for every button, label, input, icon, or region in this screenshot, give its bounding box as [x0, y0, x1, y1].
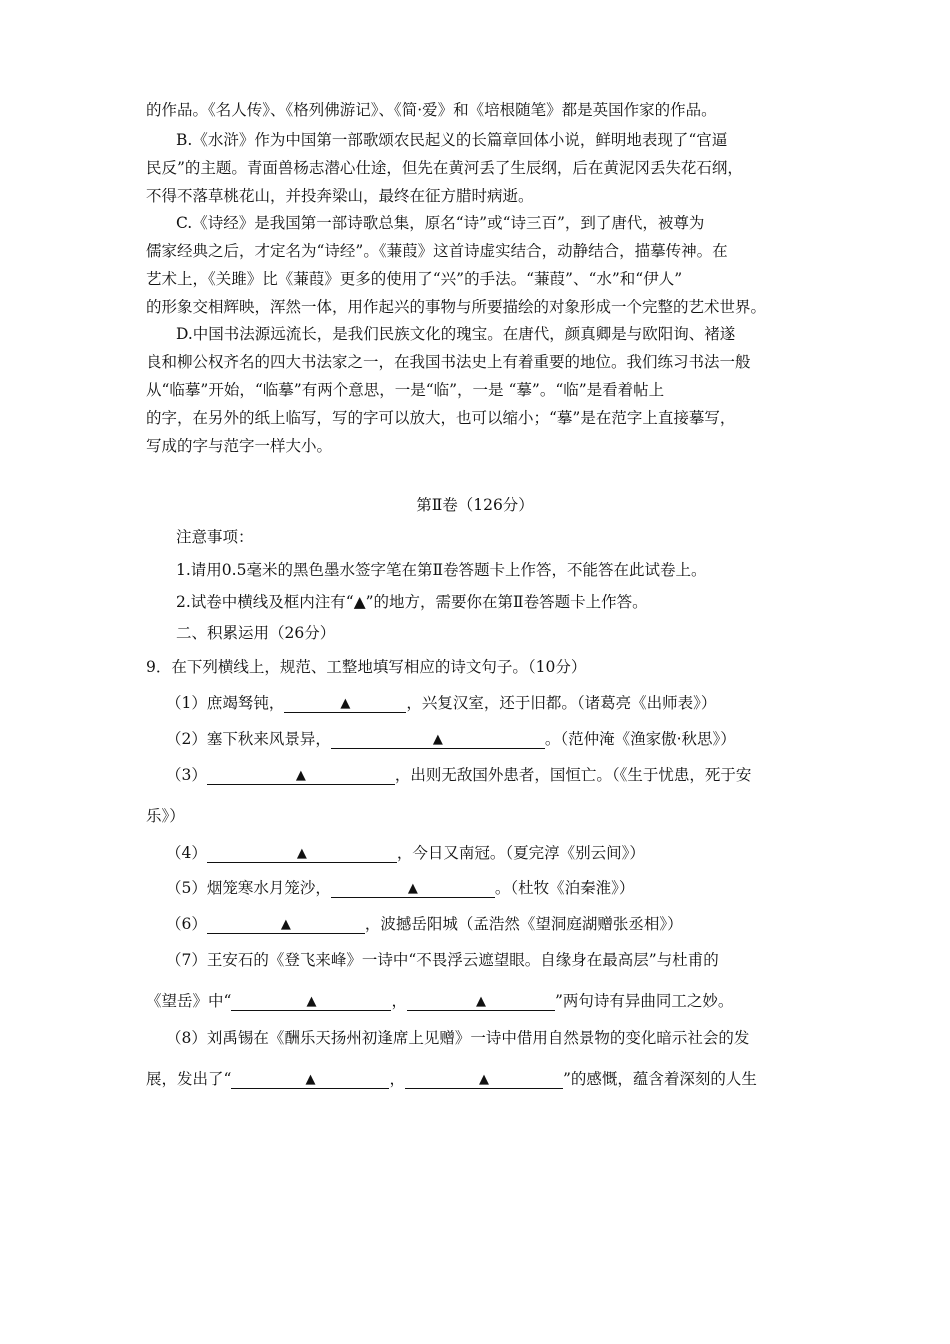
option-d-line: 的字，在另外的纸上临写，写的字可以放大，也可以缩小；“摹”是在范字上直接摹写，	[146, 409, 736, 427]
question-item-1	[166, 693, 716, 713]
question-9-title: 9．在下列横线上，规范、工整地填写相应的诗文句子。（10分）	[146, 658, 587, 676]
answer-blank[interactable]	[207, 845, 397, 863]
notice-title: 注意事项：	[176, 528, 254, 546]
triangle-marker: ▲	[340, 696, 351, 711]
part-heading: 二、积累运用（26分）	[176, 624, 336, 642]
question-suffix: ”两句诗有异曲同工之妙。	[554, 992, 734, 1010]
question-suffix: ，出则无敌国外患者，国恒亡。（《生于忧患，死于安	[394, 766, 752, 784]
question-suffix: 。（范仲淹《渔家傲·秋思》）	[544, 730, 736, 748]
triangle-marker: ▲	[306, 994, 317, 1009]
notice-item: 1.请用0.5毫米的黑色墨水签字笔在第Ⅱ卷答题卡上作答，不能答在此试卷上。	[176, 561, 707, 579]
option-c-line: 儒家经典之后，才定名为“诗经”。《蒹葭》这首诗虚实结合，动静结合，描摹传神。在	[146, 242, 728, 260]
answer-blank[interactable]	[207, 916, 365, 934]
triangle-marker: ▲	[305, 1072, 316, 1087]
option-b-line: 不得不落草桃花山，并投奔梁山，最终在征方腊时病逝。	[146, 187, 534, 205]
answer-blank[interactable]	[331, 880, 495, 898]
option-b-line: 民反”的主题。青面兽杨志潜心仕途，但先在黄河丢了生辰纲，后在黄泥冈丢失花石纲，	[146, 159, 743, 177]
question-prefix: （3）	[166, 766, 207, 784]
option-d-line: D.中国书法源远流长，是我们民族文化的瑰宝。在唐代，颜真卿是与欧阳询、褚遂	[176, 325, 736, 343]
triangle-marker: ▲	[296, 846, 307, 861]
question-suffix: ，波撼岳阳城（孟浩然《望洞庭湖赠张丞相》）	[364, 915, 683, 933]
answer-blank[interactable]	[407, 993, 555, 1011]
triangle-marker: ▲	[407, 881, 418, 896]
triangle-marker: ▲	[432, 732, 443, 747]
answer-blank[interactable]	[207, 767, 395, 785]
triangle-marker: ▲	[475, 994, 486, 1009]
question-prefix: （1）庶竭驽钝，	[166, 694, 285, 712]
question-continuation: 乐》）	[146, 807, 185, 825]
question-prefix: （6）	[166, 915, 207, 933]
option-c-line: 艺术上，《关雎》比《蒹葭》更多的使用了“兴”的手法。“蒹葭”、“水”和“伊人”	[146, 270, 683, 288]
answer-blank[interactable]	[231, 1071, 389, 1089]
question-prefix: （5）烟笼寒水月笼沙，	[166, 879, 331, 897]
section-title: 第Ⅱ卷（126分）	[416, 496, 534, 514]
question-item-8-cont	[146, 1069, 757, 1089]
answer-blank[interactable]	[331, 731, 545, 749]
notice-item: 2.试卷中横线及框内注有“▲”的地方，需要你在第Ⅱ卷答题卡上作答。	[176, 593, 648, 611]
separator: ，	[391, 992, 407, 1010]
question-prefix: （4）	[166, 844, 207, 862]
question-suffix: ”的感慨，蕴含着深刻的人生	[562, 1070, 757, 1088]
question-item-7-cont	[146, 991, 733, 1011]
triangle-marker: ▲	[280, 917, 291, 932]
question-prefix: 《望岳》中“	[146, 992, 232, 1010]
option-d-line: 良和柳公权齐名的四大书法家之一，在我国书法史上有着重要的地位。我们练习书法一般	[146, 353, 751, 371]
question-suffix: ，今日又南冠。（夏完淳《别云间》）	[396, 844, 645, 862]
question-item-4	[166, 843, 645, 863]
answer-blank[interactable]	[284, 695, 406, 713]
question-item-6	[166, 914, 683, 934]
option-d-line: 写成的字与范字一样大小。	[146, 437, 333, 455]
triangle-marker: ▲	[478, 1072, 489, 1087]
answer-blank[interactable]	[231, 993, 391, 1011]
question-prefix: 展，发出了“	[146, 1070, 232, 1088]
question-item-5	[166, 878, 634, 898]
option-d-line: 从“临摹”开始，“临摹”有两个意思，一是“临”，一是 “摹”。“临”是看着帖上	[146, 381, 665, 399]
question-item-3	[166, 765, 751, 785]
question-item-8: （8）刘禹锡在《酬乐天扬州初逢席上见赠》一诗中借用自然景物的变化暗示社会的发	[166, 1029, 750, 1047]
triangle-marker: ▲	[295, 768, 306, 783]
separator: ，	[389, 1070, 405, 1088]
question-suffix: 。（杜牧《泊秦淮》）	[494, 879, 635, 897]
question-item-7: （7）王安石的《登飞来峰》一诗中“不畏浮云遮望眼。自缘身在最高层”与杜甫的	[166, 951, 719, 969]
option-c-line: C.《诗经》是我国第一部诗歌总集，原名“诗”或“诗三百”，到了唐代，被尊为	[176, 214, 705, 232]
question-prefix: （2）塞下秋来风景异，	[166, 730, 331, 748]
text-line: 的作品。《名人传》、《格列佛游记》、《简·爱》和《培根随笔》都是英国作家的作品。	[146, 101, 717, 119]
question-suffix: ，兴复汉室，还于旧都。（诸葛亮《出师表》）	[406, 694, 717, 712]
question-item-2	[166, 729, 736, 749]
option-b-line: B.《水浒》作为中国第一部歌颂农民起义的长篇章回体小说，鲜明地表现了“官逼	[176, 131, 728, 149]
option-c-line: 的形象交相辉映，浑然一体，用作起兴的事物与所要描绘的对象形成一个完整的艺术世界。	[146, 298, 767, 316]
answer-blank[interactable]	[405, 1071, 563, 1089]
